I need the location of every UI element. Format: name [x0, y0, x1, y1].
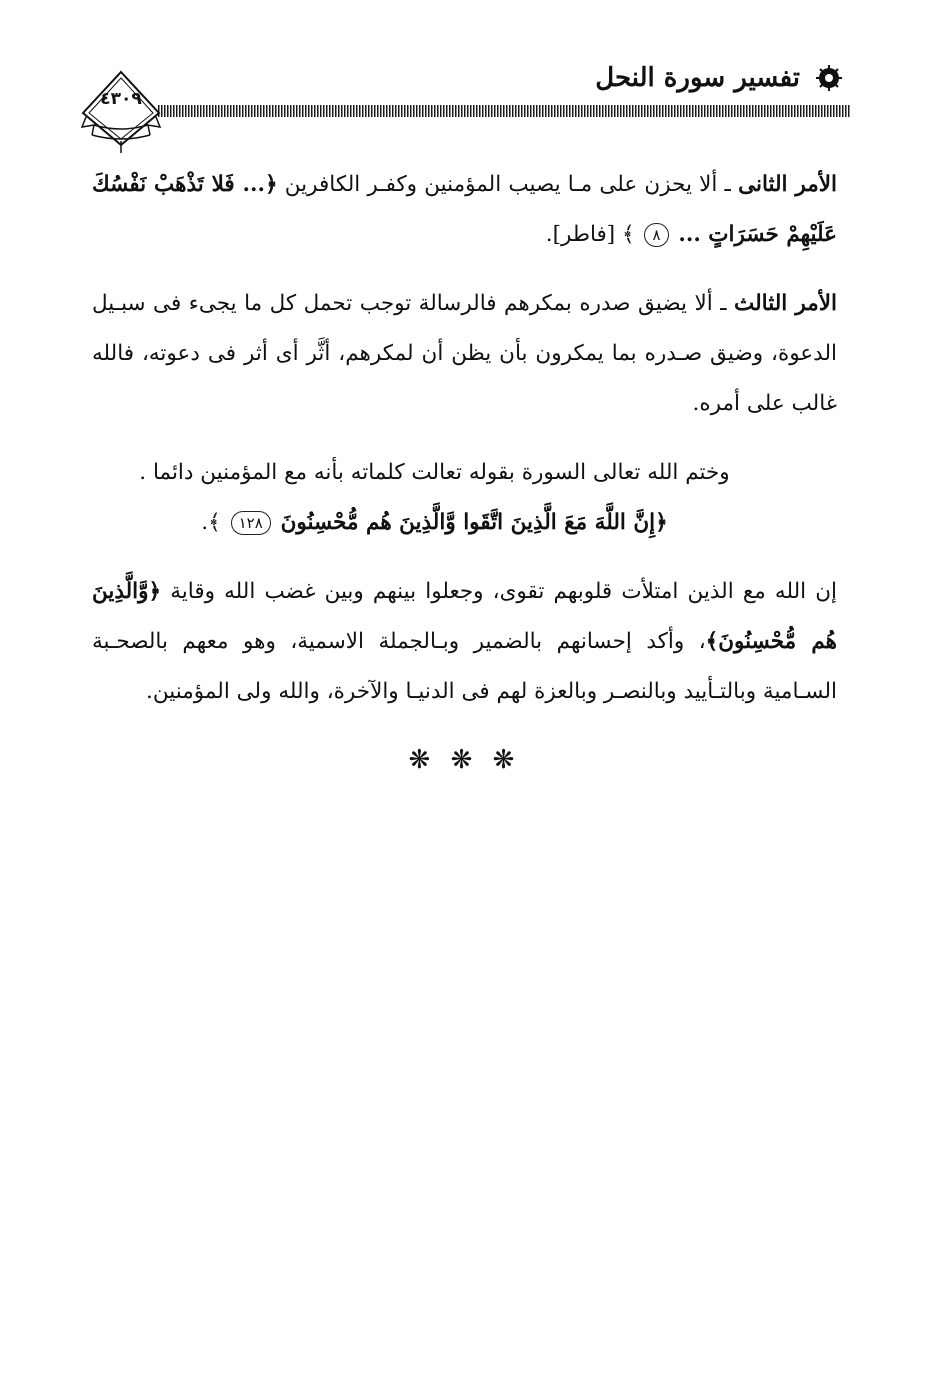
ornament-icon [816, 65, 842, 91]
paragraph-text: وختم الله تعالى السورة بقوله تعالت كلماته بأنه مع المؤمنين دائما . [139, 460, 730, 485]
paragraph-heading: الأمر الثالث [734, 291, 837, 316]
paragraph-text: ، وأكد إحسانهم بالضمير وبـالجملة الاسمية، وهو معهم بالصحـبة السـامية وبالتـأييد وبالنصـر وبالعزة لهم فى الدنيـا والآخرة، والله ولى المؤمنين. [92, 629, 837, 704]
paragraph-closing-intro [92, 448, 837, 498]
paragraph-commentary [92, 567, 837, 717]
page-header [80, 55, 850, 155]
paragraph-second-matter [92, 160, 837, 260]
page-number-badge-icon [80, 69, 162, 155]
paragraph-text: ـ ألا يحزن على مـا يصيب المؤمنين وكفـر الكافرين [277, 172, 739, 197]
paragraph-text: إن الله مع الذين امتلأت قلوبهم تقوى، وجعلوا بينهم وبين غضب الله وقاية [161, 579, 837, 604]
verse-end: ﴾. [201, 510, 221, 535]
quran-verse: ﴿... فَلا تَذْهَبْ نَفْسُكَ عَلَيْهِمْ حَسَرَاتٍ ... [92, 172, 837, 247]
section-separator: ❋ ❋ ❋ [408, 745, 521, 775]
page-body [92, 160, 837, 736]
quran-verse: ﴿وَّالَّذِينَ هُم مُّحْسِنُونَ﴾ [92, 579, 837, 654]
page-number: ٤٣٠٩ [100, 89, 142, 109]
quran-verse: ﴿إِنَّ اللَّهَ مَعَ الَّذِينَ اتَّقَوا وَّالَّذِينَ هُم مُّحْسِنُونَ [280, 510, 668, 535]
paragraph-closing-verse [92, 498, 837, 548]
header-rule [158, 105, 850, 117]
verse-reference: ﴾ [فاطر]. [545, 222, 635, 247]
verse-number: ١٢٨ [231, 511, 271, 535]
paragraph-heading: الأمر الثانى [738, 172, 837, 197]
verse-number: ٨ [644, 223, 668, 247]
paragraph-third-matter [92, 279, 837, 429]
paragraph-text: ـ ألا يضيق صدره بمكرهم فالرسالة توجب تحمل كل ما يجىء فى سبـيل الدعوة، وضيق صـدره بما يمكرون بأن يظن أن لمكرهم، أثَّر أى أثر فى دعوته، فالله غالب على أمره. [92, 291, 837, 416]
running-title: تفسير سورة النحل [595, 63, 800, 93]
